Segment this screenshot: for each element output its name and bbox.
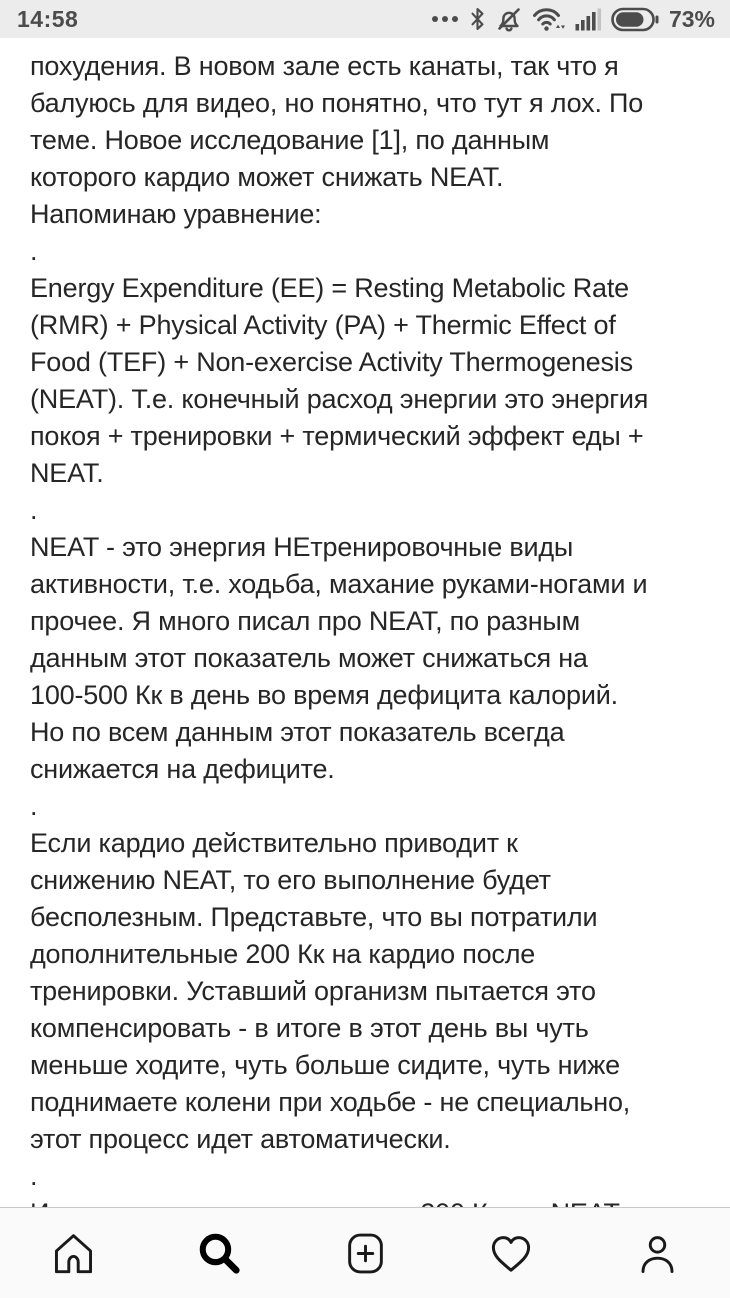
home-icon: [50, 1230, 97, 1277]
text-line: покоя + тренировки + термический эффект еды +: [30, 421, 644, 451]
heart-icon: [487, 1229, 535, 1277]
bottom-tab-bar: [0, 1207, 730, 1298]
search-icon: [194, 1228, 244, 1278]
text-line: Energy Expenditure (EE) = Resting Metabolic Rate: [30, 273, 629, 303]
text-line: тренировки. Уставший организм пытается это: [30, 976, 596, 1006]
bluetooth-icon: [469, 6, 486, 32]
text-line: Food (TEF) + Non-exercise Activity Thermogenesis: [30, 347, 633, 377]
text-line: NEAT - это энергия НЕтренировочные виды: [30, 532, 574, 562]
status-bar: [0, 0, 730, 38]
tab-home[interactable]: [0, 1208, 146, 1298]
text-line: .: [30, 791, 38, 821]
tab-activity[interactable]: [438, 1208, 584, 1298]
text-line: этот процесс идет автоматически.: [30, 1124, 451, 1154]
battery-icon: [611, 7, 659, 32]
text-line: бесполезным. Представьте, что вы потратили: [30, 902, 598, 932]
cell-signal-icon: [575, 7, 602, 32]
text-line: балуюсь для видео, но понятно, что тут я лох. По: [30, 88, 644, 118]
text-line: поднимаете колени при ходьбе - не специально,: [30, 1087, 631, 1117]
plus-square-icon: [342, 1230, 389, 1277]
tab-new-post[interactable]: [292, 1208, 438, 1298]
text-line: NEAT.: [30, 458, 104, 488]
text-line: снижению NEAT, то его выполнение будет: [30, 865, 551, 895]
text-line: Напоминаю уравнение:: [30, 199, 322, 229]
wifi-icon: [532, 6, 566, 33]
text-line: (RMR) + Physical Activity (PA) + Thermic Effect of: [30, 310, 616, 340]
text-line: .: [30, 495, 38, 525]
text-line: .: [30, 1161, 38, 1191]
text-line: прочее. Я много писал про NEAT, по разным: [30, 606, 580, 636]
clock: 14:58: [17, 5, 79, 32]
status-icons: [432, 5, 715, 33]
text-line: (NEAT). Т.е. конечный расход энергии это энергия: [30, 384, 649, 414]
post-text[interactable]: [0, 38, 730, 1207]
text-line: которого кардио может снижать NEAT.: [30, 162, 504, 192]
text-line: компенсировать - в итоге в этот день вы чуть: [30, 1013, 589, 1043]
text-line: теме. Новое исследование [1], по данным: [30, 125, 550, 155]
text-line: активности, т.е. ходьба, махание руками-ногами и: [30, 569, 648, 599]
battery-percent: 73%: [668, 5, 715, 32]
text-line: похудения. В новом зале есть канаты, так что я: [30, 51, 619, 81]
tab-profile[interactable]: [584, 1208, 730, 1298]
text-line: Но по всем данным этот показатель всегда: [30, 717, 565, 747]
text-line: данным этот показатель может снижаться на: [30, 643, 588, 673]
text-line: Если кардио действительно приводит к: [30, 828, 518, 858]
text-line: дополнительные 200 Кк на кардио после: [30, 939, 536, 969]
more-dots-icon: [432, 16, 458, 22]
profile-icon: [634, 1230, 681, 1277]
text-line: 100-500 Кк в день во время дефицита калорий.: [30, 680, 618, 710]
mute-bell-icon: [495, 5, 523, 33]
text-line: снижается на дефиците.: [30, 754, 335, 784]
text-line: .: [30, 236, 38, 266]
tab-search[interactable]: [146, 1208, 292, 1298]
text-line: меньше ходите, чуть больше сидите, чуть ниже: [30, 1050, 620, 1080]
